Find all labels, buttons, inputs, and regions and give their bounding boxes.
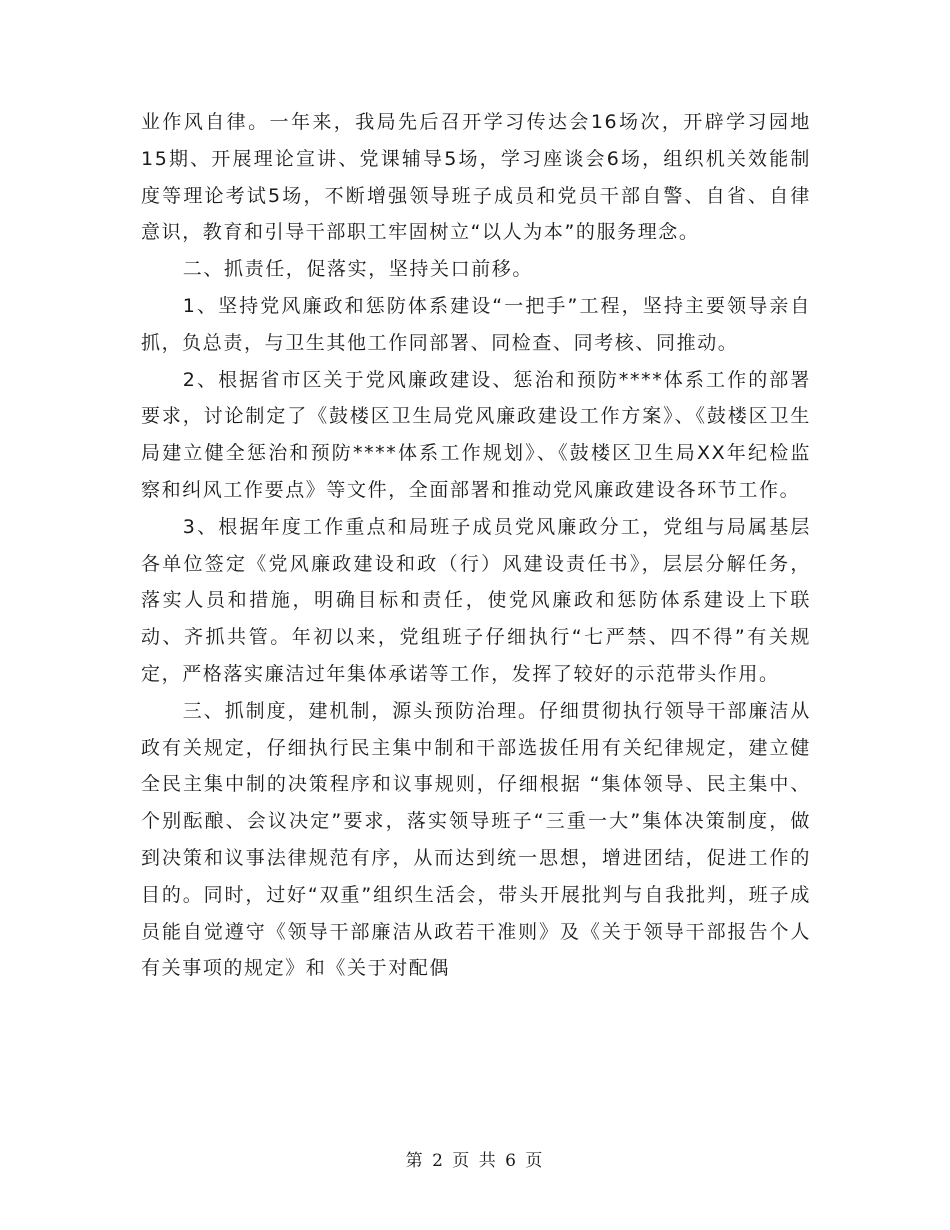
page-number-footer: 第 2 页 共 6 页 — [405, 1151, 545, 1171]
section-heading-3-paragraph: 三、抓制度，建机制，源头预防治理。仔细贯彻执行领导干部廉洁从政有关规定，仔细执行民主集中制和干部选拔任用有关纪律规定，建立健全民主集中制的决策程序和议事规则，仔细根据 “集体领导、民主集中、个别酝酿、会议决定”要求，落实领导班子“三重一大”集体决策制度，做到决策和议事法律规范有序，从而达到统一思想，增进团结，促进工作的目的。同时，过好“双重”组织生活会，带头开展批判与自我批判，班子成员能自觉遵守《领导干部廉洁从政若干准则》及《关于领导干部报告个人有关事项的规定》和《关于对配偶 — [141, 699, 811, 980]
section-heading-2: 二、抓责任，促落实，坚持关口前移。 — [182, 258, 533, 281]
paragraph-item-3: 3、根据年度工作重点和局班子成员党风廉政分工，党组与局属基层各单位签定《党风廉政建设和政（行）风建设责任书》，层层分解任务，落实人员和措施，明确目标和责任，使党风廉政和惩防体系建设上下联动、齐抓共管。年初以来，党组班子仔细执行“七严禁、四不得”有关规定，严格落实廉洁过年集体承诺等工作，发挥了较好的示范带头作用。 — [141, 515, 811, 685]
paragraph-continued: 业作风自律。一年来，我局先后召开学习传达会16场次，开辟学习园地15期、开展理论宣讲、党课辅导5场，学习座谈会6场，组织机关效能制度等理论考试5场，不断增强领导班子成员和党员干部自警、自省、自律意识，教育和引导干部职工牢固树立“以人为本”的服务理念。 — [141, 111, 811, 244]
document-body — [141, 104, 811, 987]
paragraph-item-1: 1、坚持党风廉政和惩防体系建设“一把手”工程，坚持主要领导亲自抓，负总责，与卫生其他工作同部署、同检查、同考核、同推动。 — [141, 294, 811, 354]
paragraph-item-2: 2、根据省市区关于党风廉政建设、惩治和预防****体系工作的部署要求，讨论制定了《鼓楼区卫生局党风廉政建设工作方案》、《鼓楼区卫生局建立健全惩治和预防****体系工作规划》、《鼓楼区卫生局XX年纪检监察和纠风工作要点》等文件，全面部署和推动党风廉政建设各环节工作。 — [141, 368, 811, 501]
